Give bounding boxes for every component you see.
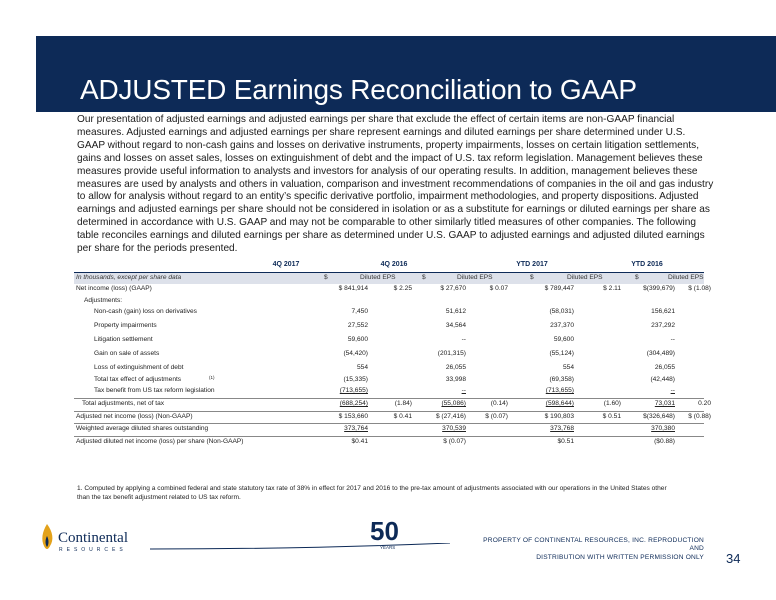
footnote-ref: (1) [209,374,215,380]
table-cell: (201,315) [437,350,466,358]
table-cell: $ (1.08) [688,285,711,292]
table-cell: (54,420) [343,350,368,358]
table-cell: (0.14) [490,399,508,407]
table-row [74,386,704,398]
table-cell: 51,612 [445,308,466,316]
table-cell: -- [670,336,675,344]
table-cell: 373,764 [344,425,368,433]
table-row [74,307,704,321]
table-cell: $ 190,803 [544,412,574,420]
table-cell: (598,644) [545,399,574,407]
table-cell: $0.41 [351,437,368,445]
col-dollar-4q2016: $ [422,274,426,281]
anniversary-number: 50 [370,516,399,546]
table-cell: 26,055 [445,364,466,372]
table-cell: $ 0.51 [602,412,621,420]
table-cell: $ 0.41 [393,412,412,420]
row-label: Loss of extinguishment of debt [94,364,184,372]
table-cell: 237,370 [550,322,574,330]
table-cell: $ (27,416) [435,412,466,420]
column-header-row [74,272,704,284]
table-row [74,284,711,296]
table-cell: 59,600 [347,336,368,344]
logo-subtitle: RESOURCES [59,547,127,553]
table-cell: (55,086) [441,399,466,407]
period-header-ytd2016: YTD 2016 [631,261,663,268]
table-cell: ($0.88) [654,437,675,445]
top-white-band [0,0,776,36]
table-cell: 370,539 [442,425,466,433]
table-cell: (1.60) [603,399,621,407]
table-row [74,296,704,308]
table-cell: -- [461,387,466,395]
table-row [74,321,704,335]
table-cell: $ 789,447 [544,285,574,292]
property-notice-line2: DISTRIBUTION WITH WRITTEN PERMISSION ONLY [536,553,704,561]
flame-icon [37,522,57,558]
row-label: Litigation settlement [94,336,153,344]
table-cell: 34,564 [445,322,466,330]
table-cell: -- [670,387,675,395]
table-row [74,375,704,387]
table-cell: $0.51 [557,437,574,445]
table-cell: 73,031 [654,399,675,407]
row-label: Tax benefit from US tax reform legislation [94,387,215,395]
row-label: Net income (loss) (GAAP) [76,285,152,292]
company-logo [37,520,147,564]
row-label: Adjusted net income (loss) (Non-GAAP) [76,412,193,420]
row-label: Property impairments [94,322,157,330]
table-cell: $(399,679) [643,285,675,292]
table-cell: 237,292 [651,322,675,330]
table-cell: (69,358) [549,375,574,383]
table-cell: 373,768 [550,425,574,433]
table-row [74,436,704,449]
table-cell: (713,655) [339,387,368,395]
table-row [74,398,711,411]
row-label: Gain on sale of assets [94,350,160,358]
col-eps-4q2017: Diluted EPS [360,274,396,281]
table-cell: $ 2.11 [603,285,621,292]
reconciliation-table [74,258,711,448]
row-label: Total adjustments, net of tax [82,399,165,407]
footnote: 1. Computed by applying a combined federal and state statutory tax rate of 38% in effect for 2017 and 2016 to the pre-tax amount of adjustments associated with our operations in the United States other than the tax benefit adjustment related to US tax reform. [77,485,667,501]
table-cell: 156,621 [651,308,675,316]
col-eps-4q2016: Diluted EPS [457,274,493,281]
table-cell: (58,031) [549,308,574,316]
table-cell: 554 [356,364,368,372]
row-label: Adjusted diluted net income (loss) per share (Non-GAAP) [76,437,244,445]
col-dollar-ytd2017: $ [530,274,534,281]
row-label: Non-cash (gain) loss on derivatives [94,308,197,316]
table-cell: $ 0.07 [489,285,508,292]
table-cell: (1.84) [394,399,412,407]
property-notice [470,537,704,562]
table-cell: 554 [562,364,574,372]
col-dollar-4q2017: $ [324,274,328,281]
table-row [74,363,704,375]
table-cell: (42,448) [650,375,675,383]
table-body [74,284,711,448]
table-cell: $ (0.88) [688,412,711,420]
anniversary-label: YEARS [380,545,396,550]
table-cell: $ 27,670 [440,285,466,292]
table-cell: (15,335) [343,375,368,383]
table-row [74,411,711,424]
intro-paragraph: Our presentation of adjusted earnings and adjusted earnings per share that exclude the effect of certain items are non-GAAP financial measures. Adjusted earnings and adjusted earnings per share represent earnings and diluted earnings per share determined under U.S. GAAP without regard to non-cash gains and losses on derivative instruments, property impairments, losses on certain litigation settlements, gains and losses on asset sales, losses on extinguishment of debt and the impact of U.S. tax reform legislation. Management believes these measures provide useful information to analysts and investors for analysis of our operating results. In addition, management believes these measures are used by analysts and others in valuation, comparison and investment recommendations of companies in the oil and gas industry to allow for analysis without regard to an entity’s specific derivative portfolio, impairment methodologies, and property dispositions. Adjusted earnings and adjusted earnings per share should not be considered in isolation or as a substitute for earnings or diluted earnings per share as determined in accordance with U.S. GAAP and may not be comparable to other similarly titled measures of other companies. The following table reconciles earnings and diluted earnings per share as determined under U.S. GAAP to adjusted earnings and adjusted diluted earnings per share for the periods presented. [77,114,714,255]
col-eps-ytd2017: Diluted EPS [567,274,603,281]
row-label: Adjustments: [84,296,123,304]
table-cell: $ (0.07) [443,437,466,445]
table-cell: -- [461,336,466,344]
footer-swoosh-line [150,543,450,551]
period-header-row [74,258,704,272]
table-cell: (688,254) [339,399,368,407]
table-cell: (55,124) [549,350,574,358]
table-cell: 33,998 [445,375,466,383]
table-cell: 27,552 [347,322,368,330]
table-cell: 0.20 [698,399,711,407]
col-dollar-ytd2016: $ [635,274,639,281]
table-cell: 26,055 [654,364,675,372]
table-cell: 7,450 [351,308,368,316]
table-cell: (304,489) [646,350,675,358]
period-header-4q2016: 4Q 2016 [380,261,408,268]
table-cell: 59,600 [553,336,574,344]
period-header-4q2017: 4Q 2017 [272,261,300,268]
col-eps-ytd2016: Diluted EPS [668,274,704,281]
table-cell: $ 841,914 [338,285,368,292]
logo-wordmark: Continental [58,530,128,546]
page-title: ADJUSTED Earnings Reconciliation to GAAP [80,74,637,105]
units-label: In thousands, except per share data [76,274,182,281]
table-cell: $ (0.07) [485,412,508,420]
period-header-ytd2017: YTD 2017 [516,261,548,268]
row-label: Total tax effect of adjustments [94,375,182,383]
property-notice-line1: PROPERTY OF CONTINENTAL RESOURCES, INC. REPRODUCTION AND [483,537,704,553]
table-cell: (713,655) [545,387,574,395]
table-cell: $ 153,660 [338,412,368,420]
page-number: 34 [726,551,741,566]
table-row [74,423,704,436]
table-cell: $(326,648) [643,412,675,420]
table-row [74,349,704,363]
table-row [74,335,704,349]
table-cell: $ 2.25 [393,285,412,292]
row-label: Weighted average diluted shares outstanding [76,425,209,433]
table-cell: 370,380 [651,425,675,433]
